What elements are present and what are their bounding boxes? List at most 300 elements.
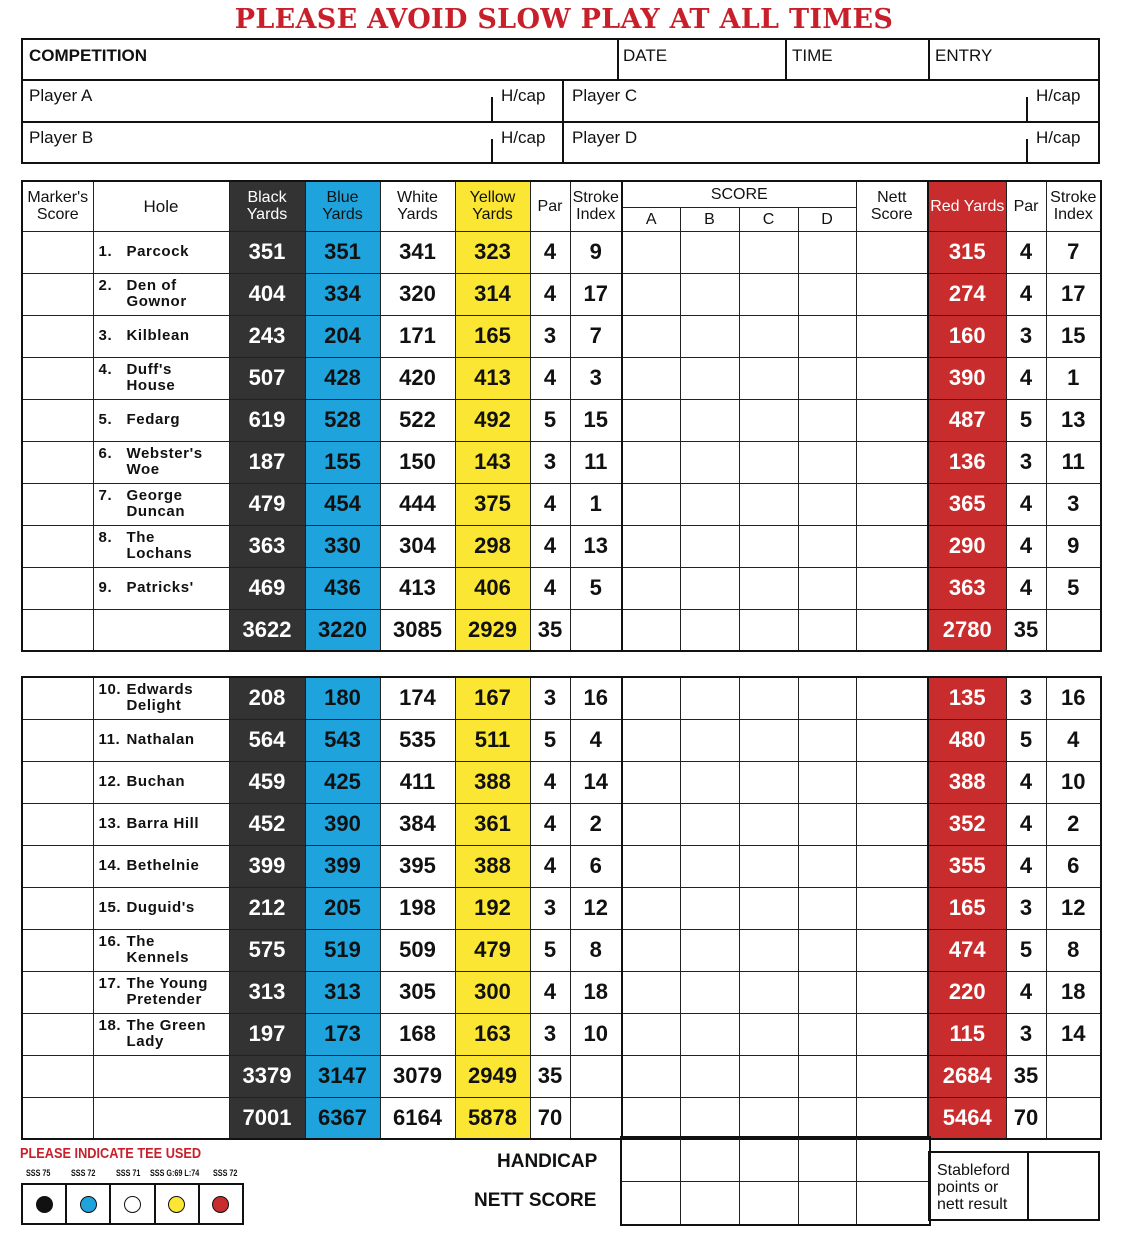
hole-red-si-cell: 17: [1046, 273, 1101, 315]
hole-red-si-cell: 9: [1046, 525, 1101, 567]
player-c-label: Player C: [572, 86, 638, 105]
nett-score-cell[interactable]: [856, 761, 928, 803]
hole-red-cell: 363: [928, 567, 1006, 609]
back-total-row: [22, 1055, 1101, 1097]
hole-name-cell: [93, 399, 229, 441]
hole-yellow-cell: 361: [455, 803, 530, 845]
nett-a-cell[interactable]: [621, 1181, 680, 1225]
markers-score-cell[interactable]: [22, 483, 93, 525]
score-c-cell[interactable]: [739, 929, 798, 971]
hole-black-cell: 243: [229, 315, 305, 357]
hole-name-cell: [93, 971, 229, 1013]
score-c-cell[interactable]: [739, 567, 798, 609]
score-d-cell[interactable]: [798, 803, 856, 845]
hole-blue-cell: 543: [305, 719, 380, 761]
markers-score-cell[interactable]: [22, 441, 93, 483]
hole-par-cell: 4: [530, 971, 570, 1013]
hole-red-par-cell: 5: [1006, 399, 1046, 441]
hole-red-si-cell: 13: [1046, 399, 1101, 441]
hole-black-cell: 187: [229, 441, 305, 483]
hole-name-cell: [93, 441, 229, 483]
back-nine-table: [21, 676, 1102, 1140]
stroke-index-header: Stroke Index: [570, 181, 622, 231]
tee-white-option[interactable]: [111, 1185, 155, 1223]
total-score-d-cell[interactable]: [798, 1097, 856, 1139]
total-score-d-cell[interactable]: [798, 1055, 856, 1097]
score-a-cell[interactable]: [622, 719, 680, 761]
hole-row: [22, 677, 1101, 719]
total-blue-cell: 3220: [305, 609, 380, 651]
hole-row: [22, 441, 1101, 483]
hole-blue-cell: 205: [305, 887, 380, 929]
hole-row: [22, 1013, 1101, 1055]
hole-yellow-cell: 323: [455, 231, 530, 273]
hole-white-cell: 171: [380, 315, 455, 357]
hole-red-cell: 315: [928, 231, 1006, 273]
markers-score-cell[interactable]: [22, 761, 93, 803]
hole-par-cell: 3: [530, 887, 570, 929]
total-score-b-cell[interactable]: [680, 609, 739, 651]
score-b-cell[interactable]: [680, 231, 739, 273]
hole-red-si-cell: 1: [1046, 357, 1101, 399]
hole-name-cell: [93, 677, 229, 719]
nett-score-cell[interactable]: [856, 273, 928, 315]
score-a-cell[interactable]: [622, 357, 680, 399]
competition-label: COMPETITION: [29, 46, 148, 65]
hole-name-cell: [93, 357, 229, 399]
score-a-cell[interactable]: [622, 441, 680, 483]
nett-score-cell[interactable]: [856, 929, 928, 971]
hole-row: [22, 803, 1101, 845]
markers-score-cell[interactable]: [22, 887, 93, 929]
markers-score-cell[interactable]: [22, 1013, 93, 1055]
hole-black-cell: 452: [229, 803, 305, 845]
score-d-cell[interactable]: [798, 273, 856, 315]
hole-si-cell: 5: [570, 567, 622, 609]
score-b-cell[interactable]: [680, 357, 739, 399]
score-a-cell[interactable]: [622, 483, 680, 525]
score-c-cell[interactable]: [739, 357, 798, 399]
hole-number: 9.: [98, 579, 113, 596]
hole-white-cell: 420: [380, 357, 455, 399]
hole-red-si-cell: 3: [1046, 483, 1101, 525]
tee-blue-option[interactable]: [67, 1185, 111, 1223]
score-a-cell[interactable]: [622, 887, 680, 929]
hole-number: 12.: [98, 773, 122, 790]
hole-red-par-cell: 5: [1006, 719, 1046, 761]
score-b-cell[interactable]: [680, 677, 739, 719]
score-a-cell[interactable]: [622, 845, 680, 887]
hole-row: [22, 887, 1101, 929]
total-score-b-cell[interactable]: [680, 1055, 739, 1097]
score-b-header: B: [680, 207, 739, 231]
hole-white-cell: 444: [380, 483, 455, 525]
hole-red-si-cell: 2: [1046, 803, 1101, 845]
handicap-a-cell[interactable]: [621, 1137, 680, 1181]
total-white-cell: 3079: [380, 1055, 455, 1097]
total-red-par-cell: 70: [1006, 1097, 1046, 1139]
score-d-header: D: [798, 207, 856, 231]
nett-score-cell[interactable]: [856, 803, 928, 845]
total-si-cell: [570, 1097, 622, 1139]
stableford-result-cell[interactable]: [1030, 1153, 1098, 1219]
hole-black-cell: 469: [229, 567, 305, 609]
hole-black-cell: 564: [229, 719, 305, 761]
score-a-cell[interactable]: [622, 929, 680, 971]
score-c-cell[interactable]: [739, 441, 798, 483]
hole-yellow-cell: 406: [455, 567, 530, 609]
score-b-cell[interactable]: [680, 441, 739, 483]
markers-score-cell[interactable]: [22, 525, 93, 567]
score-header: SCORE: [622, 181, 856, 207]
hole-par-cell: 4: [530, 567, 570, 609]
hole-red-cell: 160: [928, 315, 1006, 357]
hole-name-cell: [93, 525, 229, 567]
hole-yellow-cell: 479: [455, 929, 530, 971]
markers-total-cell[interactable]: [22, 1055, 93, 1097]
score-d-cell[interactable]: [798, 357, 856, 399]
score-c-cell[interactable]: [739, 803, 798, 845]
markers-score-cell[interactable]: [22, 357, 93, 399]
nett-c-cell[interactable]: [739, 1181, 798, 1225]
score-c-cell[interactable]: [739, 273, 798, 315]
hole-name: Webster's Woe: [126, 445, 203, 478]
hole-par-cell: 4: [530, 273, 570, 315]
hole-red-cell: 487: [928, 399, 1006, 441]
score-a-cell[interactable]: [622, 315, 680, 357]
markers-score-cell[interactable]: [22, 971, 93, 1013]
hole-red-si-cell: 15: [1046, 315, 1101, 357]
total-score-c-cell[interactable]: [739, 1055, 798, 1097]
score-c-cell[interactable]: [739, 315, 798, 357]
hole-blue-cell: 334: [305, 273, 380, 315]
score-c-cell[interactable]: [739, 677, 798, 719]
hole-si-cell: 2: [570, 803, 622, 845]
total-yellow-cell: 5878: [455, 1097, 530, 1139]
hole-par-cell: 3: [530, 315, 570, 357]
score-a-cell[interactable]: [622, 971, 680, 1013]
score-d-cell[interactable]: [798, 929, 856, 971]
markers-score-cell[interactable]: [22, 803, 93, 845]
score-b-cell[interactable]: [680, 803, 739, 845]
score-c-cell[interactable]: [739, 845, 798, 887]
markers-score-cell[interactable]: [22, 677, 93, 719]
markers-score-cell[interactable]: [22, 273, 93, 315]
hole-row: [22, 525, 1101, 567]
hole-black-cell: 399: [229, 845, 305, 887]
hole-number: 17.: [98, 975, 122, 992]
score-b-cell[interactable]: [680, 971, 739, 1013]
hole-red-par-cell: 4: [1006, 357, 1046, 399]
total-score-c-cell[interactable]: [739, 609, 798, 651]
hole-par-cell: 4: [530, 845, 570, 887]
hole-yellow-cell: 492: [455, 399, 530, 441]
hole-name-cell: [93, 231, 229, 273]
total-nett-cell[interactable]: [856, 1055, 928, 1097]
hole-blue-cell: 330: [305, 525, 380, 567]
hole-par-cell: 5: [530, 929, 570, 971]
handicap-c-cell[interactable]: [739, 1137, 798, 1181]
markers-score-cell[interactable]: [22, 567, 93, 609]
score-c-cell[interactable]: [739, 1013, 798, 1055]
total-score-b-cell[interactable]: [680, 1097, 739, 1139]
nett-score-cell[interactable]: [856, 231, 928, 273]
score-c-cell[interactable]: [739, 719, 798, 761]
total-score-a-cell[interactable]: [622, 1055, 680, 1097]
hole-white-cell: 174: [380, 677, 455, 719]
nett-score-cell[interactable]: [856, 677, 928, 719]
player-d-hcap-label: H/cap: [1036, 128, 1081, 147]
score-d-cell[interactable]: [798, 441, 856, 483]
blue-yards-header: Blue Yards: [305, 181, 380, 231]
total-score-a-cell[interactable]: [622, 609, 680, 651]
nett-score-cell[interactable]: [856, 441, 928, 483]
hole-white-cell: 411: [380, 761, 455, 803]
score-d-cell[interactable]: [798, 315, 856, 357]
score-c-cell[interactable]: [739, 887, 798, 929]
total-red-cell: 5464: [928, 1097, 1006, 1139]
hole-number: 13.: [98, 815, 122, 832]
total-score-d-cell[interactable]: [798, 609, 856, 651]
hole-red-si-cell: 7: [1046, 231, 1101, 273]
front-total-row: [22, 609, 1101, 651]
nett-score-cell[interactable]: [856, 971, 928, 1013]
hole-red-cell: 274: [928, 273, 1006, 315]
hole-number: 11.: [98, 731, 121, 748]
entry-label: ENTRY: [935, 46, 993, 65]
hole-si-cell: 4: [570, 719, 622, 761]
score-b-cell[interactable]: [680, 761, 739, 803]
nett-score-cell[interactable]: [856, 1013, 928, 1055]
nett-score-cell[interactable]: [856, 357, 928, 399]
markers-total-cell[interactable]: [22, 609, 93, 651]
score-a-cell[interactable]: [622, 1013, 680, 1055]
markers-score-cell[interactable]: [22, 399, 93, 441]
hole-black-cell: 479: [229, 483, 305, 525]
hole-name-cell: [93, 567, 229, 609]
score-d-cell[interactable]: [798, 1013, 856, 1055]
hole-par-cell: 3: [530, 1013, 570, 1055]
nett-score-cell[interactable]: [856, 719, 928, 761]
hole-black-cell: 507: [229, 357, 305, 399]
hole-si-cell: 8: [570, 929, 622, 971]
hole-red-si-cell: 14: [1046, 1013, 1101, 1055]
nett-score-cell[interactable]: [856, 845, 928, 887]
markers-score-cell[interactable]: [22, 315, 93, 357]
total-black-cell: 7001: [229, 1097, 305, 1139]
hole-red-cell: 355: [928, 845, 1006, 887]
markers-score-header: Marker's Score: [22, 181, 93, 231]
hole-total-cell: [93, 609, 229, 651]
total-score-a-cell[interactable]: [622, 1097, 680, 1139]
hole-name: Buchan: [126, 773, 186, 790]
hole-par-cell: 4: [530, 525, 570, 567]
hole-black-cell: 363: [229, 525, 305, 567]
total-nett-cell[interactable]: [856, 609, 928, 651]
nett-score-label: NETT SCORE: [474, 1190, 597, 1211]
score-a-cell[interactable]: [622, 803, 680, 845]
nett-score-cell[interactable]: [856, 567, 928, 609]
hole-red-cell: 220: [928, 971, 1006, 1013]
score-d-cell[interactable]: [798, 719, 856, 761]
hole-white-cell: 150: [380, 441, 455, 483]
hole-blue-cell: 313: [305, 971, 380, 1013]
nett-score-cell[interactable]: [856, 399, 928, 441]
handicap-label: HANDICAP: [497, 1151, 598, 1172]
hole-par-cell: 4: [530, 803, 570, 845]
score-d-cell[interactable]: [798, 231, 856, 273]
hole-yellow-cell: 163: [455, 1013, 530, 1055]
nett-score-cell[interactable]: [856, 887, 928, 929]
total-blue-cell: 3147: [305, 1055, 380, 1097]
player-a-hcap-label: H/cap: [501, 86, 546, 105]
hole-red-cell: 165: [928, 887, 1006, 929]
hole-row: [22, 761, 1101, 803]
hole-par-cell: 4: [530, 231, 570, 273]
score-d-cell[interactable]: [798, 761, 856, 803]
total-red-si-cell: [1046, 1055, 1101, 1097]
hole-par-cell: 4: [530, 761, 570, 803]
hole-name-cell: [93, 483, 229, 525]
score-a-cell[interactable]: [622, 677, 680, 719]
hole-row: [22, 357, 1101, 399]
hole-name-cell: [93, 1013, 229, 1055]
score-b-cell[interactable]: [680, 315, 739, 357]
total-black-cell: 3622: [229, 609, 305, 651]
score-c-cell[interactable]: [739, 525, 798, 567]
nett-d-cell[interactable]: [798, 1181, 856, 1225]
score-b-cell[interactable]: [680, 567, 739, 609]
tee-yellow-option[interactable]: [156, 1185, 200, 1223]
score-c-cell[interactable]: [739, 761, 798, 803]
player-a-label: Player A: [29, 86, 93, 105]
hole-par-cell: 4: [530, 483, 570, 525]
total-yellow-cell: 2929: [455, 609, 530, 651]
score-d-cell[interactable]: [798, 677, 856, 719]
score-a-cell[interactable]: [622, 567, 680, 609]
score-a-cell[interactable]: [622, 761, 680, 803]
score-b-cell[interactable]: [680, 273, 739, 315]
score-a-cell[interactable]: [622, 231, 680, 273]
player-b-hcap-label: H/cap: [501, 128, 546, 147]
score-b-cell[interactable]: [680, 483, 739, 525]
score-b-cell[interactable]: [680, 399, 739, 441]
handicap-b-cell[interactable]: [680, 1137, 739, 1181]
score-c-cell[interactable]: [739, 971, 798, 1013]
total-black-cell: 3379: [229, 1055, 305, 1097]
white-tee-icon: [124, 1196, 141, 1213]
score-d-cell[interactable]: [798, 887, 856, 929]
hole-number: 10.: [98, 681, 122, 699]
score-b-cell[interactable]: [680, 887, 739, 929]
tee-black-option[interactable]: [23, 1185, 67, 1223]
markers-score-cell[interactable]: [22, 719, 93, 761]
handicap-d-cell[interactable]: [798, 1137, 856, 1181]
score-b-cell[interactable]: [680, 525, 739, 567]
hole-name: Duguid's: [126, 899, 195, 916]
score-d-cell[interactable]: [798, 971, 856, 1013]
hole-number: 5.: [98, 411, 113, 428]
score-b-cell[interactable]: [680, 845, 739, 887]
tee-red-option[interactable]: [200, 1185, 242, 1223]
date-label: DATE: [623, 46, 668, 65]
hole-red-si-cell: 11: [1046, 441, 1101, 483]
markers-score-cell[interactable]: [22, 929, 93, 971]
nett-score-cell[interactable]: [856, 525, 928, 567]
hole-white-cell: 413: [380, 567, 455, 609]
score-d-cell[interactable]: [798, 399, 856, 441]
nett-score-cell[interactable]: [856, 483, 928, 525]
hole-name: Nathalan: [126, 731, 195, 748]
hole-red-par-cell: 4: [1006, 483, 1046, 525]
hole-si-cell: 10: [570, 1013, 622, 1055]
score-a-cell[interactable]: [622, 273, 680, 315]
hole-red-si-cell: 10: [1046, 761, 1101, 803]
nett-total-cell[interactable]: [856, 1181, 930, 1225]
hole-name: Patricks': [126, 579, 194, 596]
hole-si-cell: 17: [570, 273, 622, 315]
hole-par-cell: 5: [530, 399, 570, 441]
hole-red-par-cell: 3: [1006, 441, 1046, 483]
score-b-cell[interactable]: [680, 929, 739, 971]
hole-name: Duff's House: [126, 361, 176, 394]
score-a-cell[interactable]: [622, 525, 680, 567]
red-par-header: Par: [1006, 181, 1046, 231]
hole-yellow-cell: 314: [455, 273, 530, 315]
hole-yellow-cell: 298: [455, 525, 530, 567]
hole-name-cell: [93, 803, 229, 845]
nett-score-header: Nett Score: [856, 181, 928, 231]
handicap-nett-cell[interactable]: [856, 1137, 930, 1181]
nett-b-cell[interactable]: [680, 1181, 739, 1225]
hole-red-si-cell: 6: [1046, 845, 1101, 887]
total-blue-cell: 6367: [305, 1097, 380, 1139]
score-c-cell[interactable]: [739, 231, 798, 273]
score-d-cell[interactable]: [798, 567, 856, 609]
hole-red-cell: 352: [928, 803, 1006, 845]
hole-number: 15.: [98, 899, 122, 916]
score-c-cell[interactable]: [739, 399, 798, 441]
hole-black-cell: 212: [229, 887, 305, 929]
score-a-cell[interactable]: [622, 399, 680, 441]
hole-red-si-cell: 8: [1046, 929, 1101, 971]
markers-score-cell[interactable]: [22, 845, 93, 887]
hole-red-cell: 115: [928, 1013, 1006, 1055]
score-d-cell[interactable]: [798, 845, 856, 887]
total-si-cell: [570, 609, 622, 651]
hole-total-cell: [93, 1055, 229, 1097]
stableford-divider: [1027, 1153, 1029, 1219]
total-red-par-cell: 35: [1006, 609, 1046, 651]
score-d-cell[interactable]: [798, 525, 856, 567]
hole-si-cell: 12: [570, 887, 622, 929]
hole-yellow-cell: 143: [455, 441, 530, 483]
score-c-cell[interactable]: [739, 483, 798, 525]
hole-yellow-cell: 165: [455, 315, 530, 357]
total-score-c-cell[interactable]: [739, 1097, 798, 1139]
score-b-cell[interactable]: [680, 1013, 739, 1055]
total-red-cell: 2780: [928, 609, 1006, 651]
score-b-cell[interactable]: [680, 719, 739, 761]
total-nett-cell[interactable]: [856, 1097, 928, 1139]
hole-black-cell: 404: [229, 273, 305, 315]
hole-yellow-cell: 167: [455, 677, 530, 719]
score-d-cell[interactable]: [798, 483, 856, 525]
markers-score-cell[interactable]: [22, 231, 93, 273]
hole-yellow-cell: 388: [455, 845, 530, 887]
markers-total-cell[interactable]: [22, 1097, 93, 1139]
nett-score-cell[interactable]: [856, 315, 928, 357]
